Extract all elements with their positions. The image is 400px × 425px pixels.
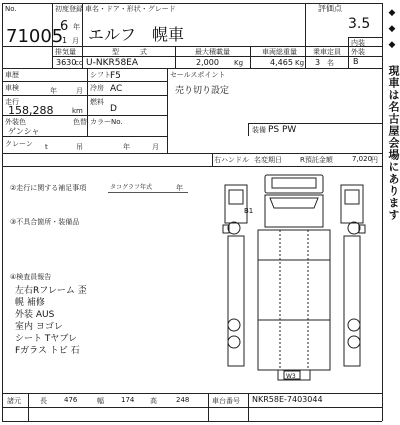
height: 248 bbox=[176, 396, 190, 404]
sales-point-label: セールスポイント bbox=[170, 71, 226, 79]
vehicle-inspection-year-unit: 年 bbox=[50, 87, 57, 95]
report-line-3: 外装 AUS bbox=[15, 310, 55, 320]
right-handle-label: 右ハンドル bbox=[214, 156, 249, 164]
mileage-label: 走行 bbox=[5, 98, 19, 106]
shift-label: シフト bbox=[90, 71, 111, 79]
side-arrows: ◆◆◆ bbox=[387, 8, 397, 56]
shift-value: F5 bbox=[110, 71, 121, 81]
lot-no-label: No. bbox=[5, 5, 17, 13]
chassis-number: NKR58E-7403044 bbox=[252, 395, 323, 404]
transfer-date-label: 名変期日 bbox=[254, 156, 282, 164]
length-unit: 長 bbox=[40, 397, 47, 405]
color-change-label: 色替 bbox=[73, 118, 87, 126]
term-year-unit: 年 bbox=[123, 143, 130, 151]
crane-ton-unit: t bbox=[45, 143, 48, 151]
model-label: 型 式 bbox=[112, 48, 147, 56]
ac-label: 冷房 bbox=[90, 84, 104, 92]
crane-label: クレーン bbox=[5, 140, 33, 148]
gross-weight-label: 車両総重量 bbox=[262, 48, 297, 56]
recycle-deposit: 7,020 bbox=[352, 155, 373, 163]
inspector-report-label: ④検査員報告 bbox=[10, 273, 52, 281]
engine-cc-unit: cc bbox=[75, 59, 83, 67]
max-load-label: 最大積載量 bbox=[195, 48, 230, 56]
fuel-value: D bbox=[110, 104, 117, 114]
registration-year-unit: 年 bbox=[73, 23, 80, 31]
capacity-label: 乗車定員 bbox=[313, 48, 341, 56]
equipment: PS PW bbox=[268, 125, 297, 135]
tachograph-label: タコグラフ年式 bbox=[110, 184, 153, 191]
lot-number: 71005 bbox=[6, 26, 64, 47]
vehicle-history-label: 車歴 bbox=[5, 71, 19, 79]
exterior-label: 外装 bbox=[351, 48, 365, 56]
report-line-5: シート Tヤブレ bbox=[15, 334, 77, 344]
score-label: 評価点 bbox=[318, 4, 342, 13]
recycle-deposit-unit: 円 bbox=[371, 156, 378, 164]
mileage: 158,288 bbox=[8, 104, 54, 117]
registration-month-unit: 月 bbox=[72, 37, 79, 45]
gross-weight-unit: Kg bbox=[295, 59, 305, 67]
equipment-label: 装備 bbox=[252, 126, 266, 134]
score-value: 3.5 bbox=[348, 16, 371, 32]
mileage-unit: km bbox=[72, 107, 83, 115]
mark-b1: B1 bbox=[244, 207, 254, 215]
sales-point: 売り切り設定 bbox=[175, 86, 230, 96]
model-code: U-NKR58EA bbox=[86, 58, 139, 68]
exterior-grade: B bbox=[353, 57, 359, 66]
height-unit: 高 bbox=[150, 397, 157, 405]
car-name-label: 車名・ドア・形状・グレード bbox=[85, 5, 176, 13]
capacity: 3 bbox=[315, 58, 321, 67]
max-load-unit: Kg bbox=[234, 59, 244, 67]
registration-month: 1 bbox=[62, 36, 68, 45]
term-month-unit: 月 bbox=[152, 143, 159, 151]
car-name: エルフ 幌車 bbox=[88, 25, 185, 44]
ac-value: AC bbox=[110, 84, 123, 94]
report-line-2: 幌 補修 bbox=[15, 298, 45, 308]
vehicle-inspection-month-unit: 月 bbox=[76, 87, 83, 95]
report-line-4: 室内 ヨゴレ bbox=[15, 322, 63, 332]
gross-weight: 4,465 bbox=[270, 58, 293, 67]
recycle-deposit-label: R預託金額 bbox=[300, 156, 333, 164]
venue-note: 現車は名古屋会場にあります bbox=[387, 65, 400, 221]
mark-w3: W3 bbox=[286, 373, 296, 380]
tachograph-year-unit: 年 bbox=[176, 184, 183, 192]
length: 476 bbox=[64, 396, 78, 404]
fuel-label: 燃料 bbox=[90, 98, 104, 106]
capacity-unit: 名 bbox=[327, 59, 334, 67]
width: 174 bbox=[121, 396, 135, 404]
first-registration-label: 初度登録 bbox=[55, 5, 83, 13]
exterior-color-label: 外装色 bbox=[5, 118, 26, 126]
exterior-color: ゲンシャ bbox=[8, 127, 40, 136]
width-unit: 幅 bbox=[97, 397, 104, 405]
vehicle-inspection-label: 車検 bbox=[5, 84, 19, 92]
interior-label: 内装 bbox=[351, 39, 365, 47]
chassis-number-label: 車台番号 bbox=[212, 397, 240, 405]
driving-notes-label: ②走行に関する補足事項 bbox=[10, 184, 87, 192]
report-line-6: Fガラス トビ 石 bbox=[15, 346, 80, 356]
engine-cc-label: 排気量 bbox=[55, 48, 76, 56]
report-line-1: 左右Rフレーム 歪 bbox=[15, 286, 87, 296]
defects-label: ③不具合箇所・装備品 bbox=[10, 218, 80, 226]
registration-year: 6 bbox=[60, 19, 69, 34]
truck-damage-diagram bbox=[220, 170, 370, 385]
max-load: 2,000 bbox=[196, 58, 219, 67]
engine-cc: 3630 bbox=[56, 58, 77, 67]
color-number-label: カラーNo. bbox=[90, 118, 123, 126]
crane-lift-unit: 吊 bbox=[76, 143, 83, 151]
dimensions-label: 諸元 bbox=[7, 397, 21, 405]
